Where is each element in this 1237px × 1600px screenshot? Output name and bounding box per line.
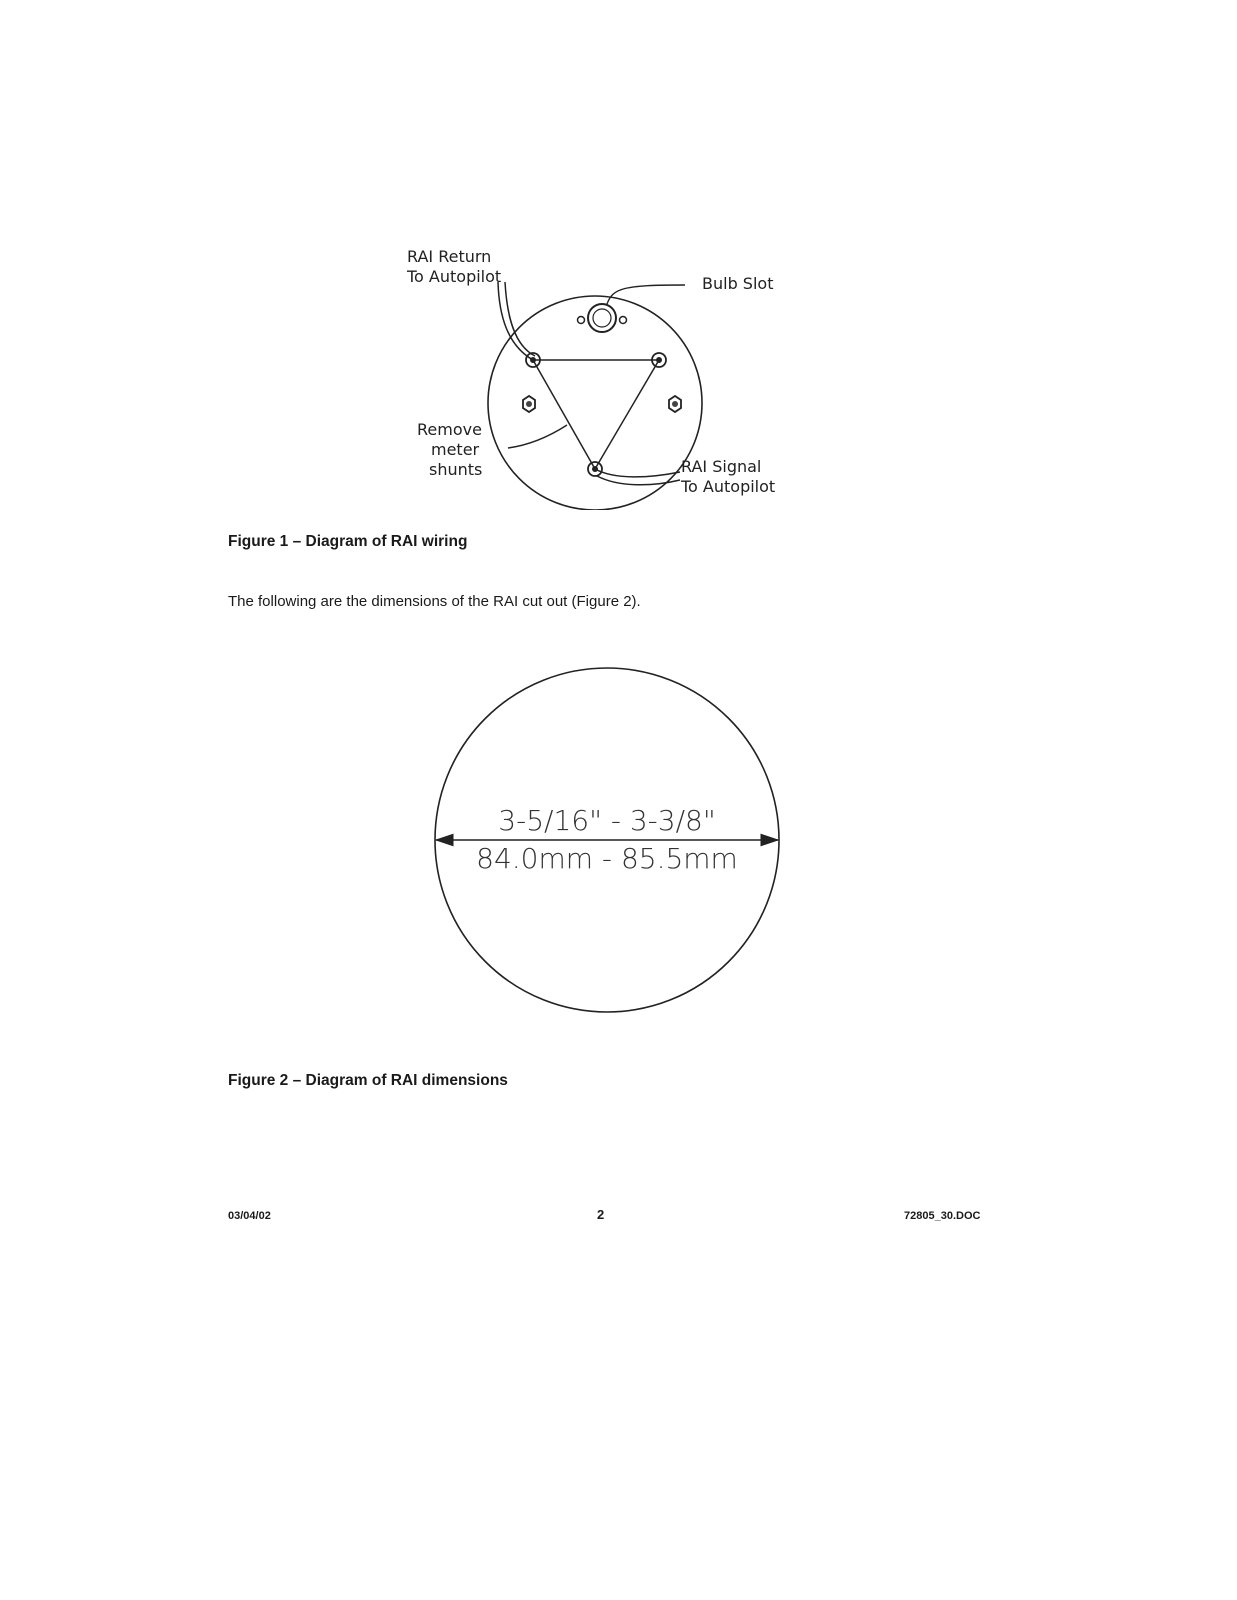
dimension-imperial-label: 3-5/16" - 3-3/8"	[498, 804, 716, 837]
dimension-metric-label: 84.0mm - 85.5mm	[476, 842, 738, 875]
mounting-nut-right-icon	[669, 396, 681, 412]
remove-shunts-leader-line	[508, 425, 567, 448]
figure-1-caption: Figure 1 – Diagram of RAI wiring	[228, 533, 468, 550]
rai-signal-label-line1: RAI Signal	[681, 457, 762, 476]
mounting-nut-left-icon	[523, 396, 535, 412]
remove-label-line3: shunts	[429, 460, 483, 479]
rai-dimensions-diagram	[420, 660, 800, 1020]
footer-filename: 72805_30.DOC	[904, 1210, 981, 1222]
meter-body-outline	[488, 296, 702, 510]
rai-wiring-diagram	[395, 240, 815, 510]
footer-date: 03/04/02	[228, 1210, 271, 1222]
bulb-slot-icon	[578, 304, 627, 332]
body-paragraph: The following are the dimensions of the RAI cut out (Figure 2).	[228, 593, 641, 610]
bulb-slot-label: Bulb Slot	[702, 274, 774, 293]
footer-page-number: 2	[597, 1207, 605, 1222]
rai-signal-wire	[595, 469, 680, 485]
rai-signal-label-line2: To Autopilot	[681, 477, 776, 496]
remove-label-line2: meter	[431, 440, 480, 459]
meter-shunts-triangle	[533, 360, 659, 469]
remove-label-line1: Remove	[417, 420, 482, 439]
rai-return-label-line2: To Autopilot	[407, 267, 502, 286]
figure-2-caption: Figure 2 – Diagram of RAI dimensions	[228, 1072, 508, 1089]
bulb-slot-leader-line	[607, 285, 685, 304]
rai-return-label-line1: RAI Return	[407, 247, 492, 266]
